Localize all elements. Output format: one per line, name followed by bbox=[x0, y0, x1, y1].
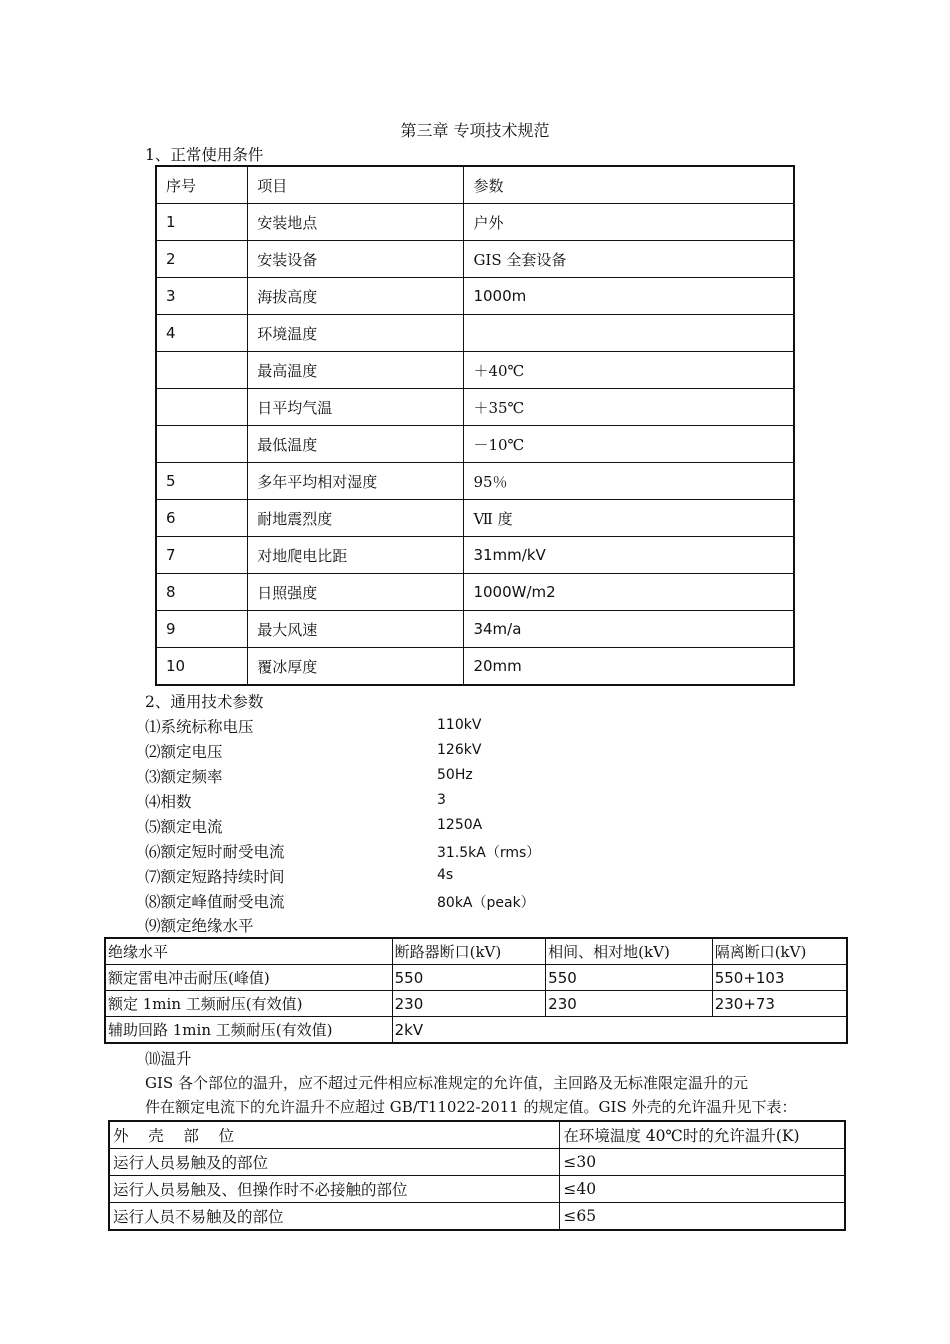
section-heading-1: 1、正常使用条件 bbox=[145, 146, 264, 164]
table-cell: 4 bbox=[156, 315, 248, 352]
temp-rise-table bbox=[108, 1120, 846, 1231]
table-cell: 7 bbox=[156, 537, 248, 574]
param-label: ⑴系统标称电压 bbox=[145, 718, 254, 736]
header-cell: 断路器断口(kV) bbox=[392, 938, 546, 965]
table-cell: ＋40℃ bbox=[464, 352, 794, 389]
header-cell: 参数 bbox=[464, 166, 794, 204]
table-row bbox=[156, 241, 794, 278]
table-cell: 覆冰厚度 bbox=[248, 648, 464, 686]
table-cell: 20mm bbox=[464, 648, 794, 686]
param-value: 4s bbox=[437, 867, 454, 883]
table-cell: 550 bbox=[392, 965, 546, 991]
header-cell: 序号 bbox=[156, 166, 248, 204]
table-cell: 额定 1min 工频耐压(有效值) bbox=[105, 991, 392, 1017]
table-cell: 最高温度 bbox=[248, 352, 464, 389]
header-cell: 绝缘水平 bbox=[105, 938, 392, 965]
param-label: ⑻额定峰值耐受电流 bbox=[145, 893, 285, 911]
table-cell: 34m/a bbox=[464, 611, 794, 648]
table-cell: 550+103 bbox=[712, 965, 847, 991]
table-cell: 最低温度 bbox=[248, 426, 464, 463]
table-cell: 户外 bbox=[464, 204, 794, 241]
table-row bbox=[105, 965, 847, 991]
table-cell: 3 bbox=[156, 278, 248, 315]
table-row bbox=[156, 352, 794, 389]
table-cell: 运行人员不易触及的部位 bbox=[109, 1203, 560, 1231]
header-cell: 相间、相对地(kV) bbox=[546, 938, 713, 965]
table-cell: 最大风速 bbox=[248, 611, 464, 648]
table-row bbox=[156, 574, 794, 611]
table-row bbox=[156, 426, 794, 463]
param-label: ⑷相数 bbox=[145, 793, 192, 811]
table-cell: 31mm/kV bbox=[464, 537, 794, 574]
param-label: ⑸额定电流 bbox=[145, 818, 223, 836]
table-cell: 230 bbox=[546, 991, 713, 1017]
table-cell bbox=[156, 352, 248, 389]
temp-rise-line-1: GIS 各个部位的温升，应不超过元件相应标准规定的允许值，主回路及无标准限定温升的元 bbox=[145, 1074, 748, 1092]
table-cell: ≤40 bbox=[560, 1176, 845, 1203]
table-row bbox=[156, 611, 794, 648]
table-header-row bbox=[109, 1121, 845, 1149]
table-row bbox=[105, 1017, 847, 1044]
table-row bbox=[156, 463, 794, 500]
insulation-table bbox=[104, 937, 848, 1044]
param-label: ⑺额定短路持续时间 bbox=[145, 868, 285, 886]
table-cell: 辅助回路 1min 工频耐压(有效值) bbox=[105, 1017, 392, 1044]
param-value: 1250A bbox=[437, 817, 483, 833]
header-cell: 外 壳 部 位 bbox=[109, 1121, 560, 1149]
param-value: 50Hz bbox=[437, 767, 473, 783]
table-cell: 10 bbox=[156, 648, 248, 686]
table-cell: 230 bbox=[392, 991, 546, 1017]
table-cell: 1 bbox=[156, 204, 248, 241]
table-row bbox=[109, 1203, 845, 1231]
table-cell: 2kV bbox=[392, 1017, 847, 1044]
header-cell: 项目 bbox=[248, 166, 464, 204]
table-cell: 安装地点 bbox=[248, 204, 464, 241]
table-cell: 运行人员易触及、但操作时不必接触的部位 bbox=[109, 1176, 560, 1203]
param-label: ⑹额定短时耐受电流 bbox=[145, 843, 285, 861]
table-cell: 额定雷电冲击耐压(峰值) bbox=[105, 965, 392, 991]
table-cell: 95％ bbox=[464, 463, 794, 500]
table-cell: 2 bbox=[156, 241, 248, 278]
table-cell bbox=[156, 389, 248, 426]
table-cell: 日照强度 bbox=[248, 574, 464, 611]
table-cell: 9 bbox=[156, 611, 248, 648]
table-cell: 1000m bbox=[464, 278, 794, 315]
table-cell: ≤65 bbox=[560, 1203, 845, 1231]
table-cell bbox=[156, 426, 248, 463]
table-cell: 1000W/m2 bbox=[464, 574, 794, 611]
section-heading-2: 2、通用技术参数 bbox=[145, 693, 264, 711]
table-row bbox=[156, 315, 794, 352]
header-cell: 在环境温度 40℃时的允许温升(K) bbox=[560, 1121, 845, 1149]
param-value: 126kV bbox=[437, 742, 482, 758]
table-cell: 耐地震烈度 bbox=[248, 500, 464, 537]
param-value: 31.5kA（rms） bbox=[437, 845, 541, 861]
table-row bbox=[156, 500, 794, 537]
temp-rise-heading: ⑽温升 bbox=[145, 1050, 192, 1068]
table-cell: 日平均气温 bbox=[248, 389, 464, 426]
table-row bbox=[156, 278, 794, 315]
table-cell: 550 bbox=[546, 965, 713, 991]
table-cell: 8 bbox=[156, 574, 248, 611]
table-cell: 对地爬电比距 bbox=[248, 537, 464, 574]
param-label: ⑶额定频率 bbox=[145, 768, 223, 786]
table-row bbox=[156, 648, 794, 686]
table-row bbox=[109, 1176, 845, 1203]
param-label: ⑵额定电压 bbox=[145, 743, 223, 761]
table-row bbox=[105, 991, 847, 1017]
param-label: ⑼额定绝缘水平 bbox=[145, 917, 254, 935]
header-cell: 隔离断口(kV) bbox=[712, 938, 847, 965]
table-row bbox=[156, 389, 794, 426]
table-row bbox=[156, 537, 794, 574]
table-cell: 230+73 bbox=[712, 991, 847, 1017]
table-header-row bbox=[156, 166, 794, 204]
table-cell: ＋35℃ bbox=[464, 389, 794, 426]
param-value: 80kA（peak） bbox=[437, 895, 535, 911]
page-title: 第三章 专项技术规范 bbox=[400, 121, 550, 140]
table-cell: 多年平均相对湿度 bbox=[248, 463, 464, 500]
table-cell: 安装设备 bbox=[248, 241, 464, 278]
table-cell: 5 bbox=[156, 463, 248, 500]
table-header-row bbox=[105, 938, 847, 965]
table-cell: 运行人员易触及的部位 bbox=[109, 1149, 560, 1176]
table-row bbox=[156, 204, 794, 241]
table-cell: ≤30 bbox=[560, 1149, 845, 1176]
table-cell: －10℃ bbox=[464, 426, 794, 463]
temp-rise-line-2: 件在额定电流下的允许温升不应超过 GB/T11022-2011 的规定值。GIS 外壳的允许温升见下表： bbox=[145, 1098, 797, 1116]
param-value: 110kV bbox=[437, 717, 482, 733]
table-cell: Ⅶ 度 bbox=[464, 500, 794, 537]
table-cell: 海拔高度 bbox=[248, 278, 464, 315]
table-cell: GIS 全套设备 bbox=[464, 241, 794, 278]
table-cell: 6 bbox=[156, 500, 248, 537]
table-cell bbox=[464, 315, 794, 352]
param-value: 3 bbox=[437, 792, 446, 808]
table-cell: 环境温度 bbox=[248, 315, 464, 352]
table-row bbox=[109, 1149, 845, 1176]
conditions-table bbox=[155, 165, 795, 686]
